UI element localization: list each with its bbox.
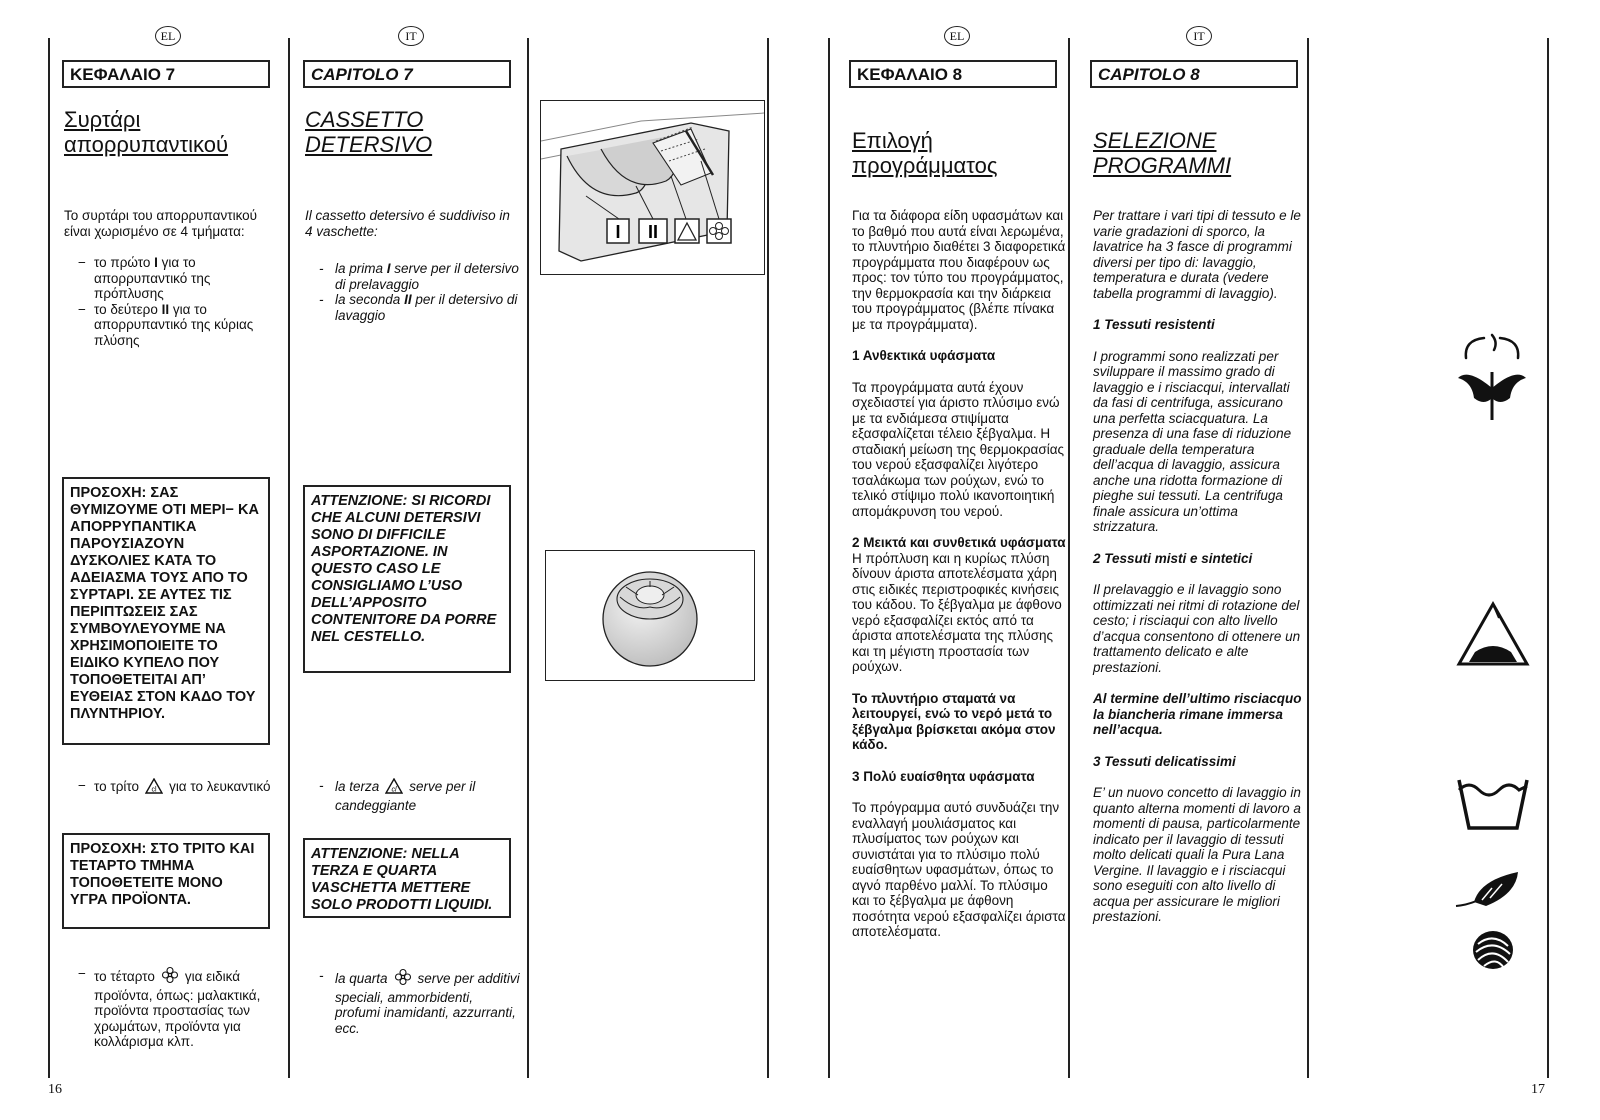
list-item: − το δεύτερο II για το απορρυπαντικό της κύριας πλύσης [78, 301, 254, 348]
warning-box: ATTENZIONE: NELLA TERZA E QUARTA VASCHETTA METTERE SOLO PRODOTTI LIQUIDI. [303, 838, 511, 918]
bleach-icon [145, 778, 163, 798]
language-marker-it: IT [398, 26, 424, 46]
column-rule [288, 38, 290, 1078]
intro-text: Il cassetto detersivo é suddiviso in 4 vaschette: - la prima I serve per il detersivo di prelavaggio - la seconda II per il detersivo di lavaggio [305, 208, 519, 323]
chapter-heading: ΚΕΦΑΛΑΙΟ 7 [62, 60, 270, 88]
chapter-heading: CAPITOLO 8 [1090, 60, 1298, 88]
list-item: - la seconda II per il detersivo di lavaggio [319, 292, 518, 323]
delicate-feather-icon [1452, 870, 1528, 919]
section-title: Επιλογή προγράμματος [852, 128, 998, 178]
flower-softener-icon [394, 968, 412, 990]
compartment-label-1: I [615, 222, 621, 242]
language-marker-it: IT [1186, 26, 1212, 46]
svg-text:cl: cl [151, 786, 157, 794]
page-number: 16 [48, 1082, 62, 1097]
svg-text:cl: cl [391, 786, 397, 794]
bleach-icon [385, 778, 403, 798]
list-item: - la quarta serve per additivi speciali, ammorbidenti, profumi inamidanti, azzurranti, ecc. [319, 968, 520, 1036]
detergent-ball-illustration [545, 550, 755, 681]
bleach-triangle-icon [1455, 600, 1531, 675]
chapter-heading: ΚΕΦΑΛΑΙΟ 8 [849, 60, 1057, 88]
program-text: Per trattare i vari tipi di tessuto e le varie gradazioni di sporco, la lavatrice ha 3 fasce di programmi diversi per tipo di: lavaggio, temperatura e durata (vedere tabella programmi di lavaggio). 1 Tessuti resistenti I programmi sono realizzati per sviluppare il massimo grado di lavaggio e i risciacqui, intervallati da fasi di centrifuga, assicurano una perfetta sciacquatura. La presenza di una fase di riduzione graduale della temperatura dell’acqua di lavaggio, assicura anche una ridotta formazione di pieghe sui tessuti. La centrifuga finale assicura un’ottima strizzatura. 2 Tessuti misti e sintetici Il prelavaggio e il lavaggio sono ottimizzati nei ritmi di rotazione del cesto; i risciaqui con alto livello d’acqua consentono di ottenere un trattamento delicato e alte prestazioni. Al termine dell’ultimo risciacquo la biancheria rimane immersa nell’acqua. 3 Tessuti delicatissimi E’ un nuovo concetto di lavaggio in quanto alterna momenti di lavoro a momenti di pausa, particolarmente indicato per il lavaggio di tessuti molto delicati quali la Pura Lana Vergine. Il lavaggio e i risciacqui sono eseguiti con alto livello di acqua per assicurare le migliori prestazioni. [1093, 208, 1302, 924]
chapter-heading: CAPITOLO 7 [303, 60, 511, 88]
section-title: Συρτάρι απορρυπαντικού [64, 107, 229, 157]
section-title: SELEZIONE PROGRAMMI [1093, 128, 1232, 178]
section-title: CASSETTO DETERSIVO [305, 107, 433, 157]
language-marker-el: EL [944, 26, 970, 46]
list-item: − το τρίτο cl για το λευκαντικό [64, 778, 276, 798]
wash-tub-icon [1455, 772, 1531, 837]
column-rule [527, 38, 529, 1078]
column-rule [48, 38, 50, 1078]
detergent-drawer-illustration [540, 100, 765, 275]
list-item: - la terza cl serve per il candeggiante [319, 778, 476, 813]
language-marker-el: EL [155, 26, 181, 46]
column-rule [1307, 38, 1309, 1078]
warning-box: ATTENZIONE: SI RICORDI CHE ALCUNI DETERSIVI SONO DI DIFFICILE ASPORTAZIONE. IN QUESTO CASO LE CONSIGLIAMO L’USO DELL’APPOSITO CONTENITORE DA PORRE NEL CESTELLO. [303, 485, 511, 673]
compartment-label-2: II [647, 222, 659, 242]
program-text: Για τα διάφορα είδη υφασμάτων και το βαθμό που αυτά είναι λερωμένα, το πλυντήριο διαθέτει 3 διαφορετικά προγράμματα που διαφέρουν ως προς: τον τύπο του προγράμματος, την θερμοκρασία και την διάρκεια του προγράμματος (βλέπε πίνακα με τα προγράμματα). 1 Ανθεκτικά υφάσματα Τα προγράμματα αυτά έχουν σχεδιαστεί για άριστο πλύσιμο ενώ με τα ενδιάμεσα στιψίματα εξασφαλίζεται τέλειο ξέβγαλμα. Η σταδιακή μείωση της θερμοκρασίας του νερού εξασφαλίζει λιγότερο τσαλάκωμα των ρούχων, ενώ το τελικό στίψιμο πολύ ικανοποιητική απομάκρυνση του νερού. 2 Μεικτά και συνθετικά υφάσματα Η πρόπλυση και η κυρίως πλύση δίνουν άριστα αποτελέσματα χάρη στις ειδικές περιστροφικές κινήσεις του κάδου. Το ξέβγαλμα με άφθονο νερό εξασφαλίζει εκτός από τα άριστα αποτελέσματα της πλύσης και τη μέγιστη προστασία των ρούχων. Το πλυντήριο σταματά να λειτουργεί, ενώ το νερό μετά το ξέβγαλμα βρίσκεται ακόμα στον κάδο. 3 Πολύ ευαίσθητα υφάσματα Το πρόγραμμα αυτό συνδυάζει την εναλλαγή μουλιάσματος και πλυσίματος των ρούχων και συνιστάται για το πλύσιμο πολύ ευαίσθητων υφασμάτων, όπως το αγνό παρθένο μαλλί. Το πλύσιμο και το ξέβγαλμα με άφθονη ποσότητα νερού εξασφαλίζει άριστα αποτελέσματα. [852, 208, 1066, 939]
list-item: − το τέταρτο για ειδικά προϊόντα, όπως: μαλακτικά, προϊόντα προστασίας των χρωμάτων, προϊόντα για κολλάρισμα κλπ. [78, 966, 261, 1049]
column-rule [1547, 38, 1549, 1078]
column-rule [828, 38, 830, 1078]
list-item: - la prima I serve per il detersivo di prelavaggio [319, 261, 519, 292]
list-item: − το πρώτο I για το απορρυπαντικό της πρόπλυσης [78, 255, 211, 301]
cotton-icon [1454, 332, 1530, 429]
wool-skein-icon [1470, 928, 1516, 977]
column-rule [1068, 38, 1070, 1078]
warning-box: ΠΡΟΣΟΧΗ: ΣΤΟ ΤΡΙΤΟ ΚΑΙ ΤΕΤΑΡΤΟ ΤΜΗΜΑ ΤΟΠΟΘΕΤΕΙΤΕ ΜΟΝΟ ΥΓΡΑ ΠΡΟΪΟΝΤΑ. [62, 833, 270, 929]
flower-softener-icon [161, 966, 179, 988]
intro-text: Το συρτάρι του απορρυπαντικού είναι χωρισμένο σε 4 τμήματα: − το πρώτο I για το απορρυπαντικό της πρόπλυσης − το δεύτερο II για το απορρυπαντικό της κύριας πλύσης [64, 208, 276, 348]
column-rule [767, 38, 769, 1078]
warning-box: ΠΡΟΣΟΧΗ: ΣΑΣ ΘΥΜΙΖΟΥΜΕ ΟΤΙ ΜΕΡΙ− ΚΑ ΑΠΟΡΡΥΠΑΝΤΙΚΑ ΠΑΡΟΥΣΙΑΖΟΥΝ ΔΥΣΚΟΛΙΕΣ ΚΑΤΑ ΤΟ ΑΔΕΙΑΣΜΑ ΤΟΥΣ ΑΠΟ ΤΟ ΣΥΡΤΑΡΙ. ΣΕ ΑΥΤΕΣ ΤΙΣ ΠΕΡΙΠΤΩΣΕΙΣ ΣΑΣ ΣΥΜΒΟΥΛΕΥΟΥΜΕ ΝΑ ΧΡΗΣΙΜΟΠΟΙΕΙΤΕ ΤΟ ΕΙΔΙΚΟ ΚΥΠΕΛΟ ΠΟΥ ΤΟΠΟΘΕΤΕΙΤΑΙ ΑΠ’ ΕΥΘΕΙΑΣ ΣΤΟΝ ΚΑΔΟ ΤΟΥ ΠΛΥΝΤΗΡΙΟΥ. [62, 477, 270, 745]
page-number: 17 [1531, 1082, 1545, 1097]
